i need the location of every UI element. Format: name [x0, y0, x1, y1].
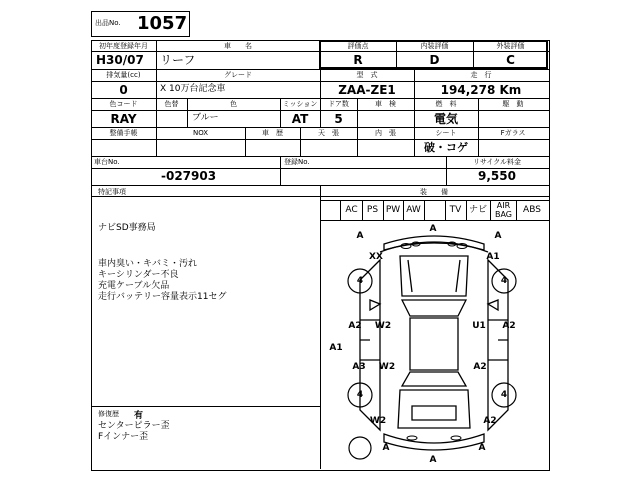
rule	[91, 139, 549, 140]
label-windshield: Fガラス	[500, 129, 526, 137]
model-code: ZAA-ZE1	[338, 83, 396, 97]
label-exterior: 外装評価	[496, 42, 525, 50]
label-chassis: 車台No.	[94, 158, 120, 166]
equip-ac: AC	[345, 205, 358, 215]
label-reg-date: 初年度登録年月	[99, 42, 148, 50]
transmission: AT	[291, 112, 309, 126]
note-line: 車内臭い・キバミ・汚れ	[98, 259, 198, 269]
fuel: 電気	[433, 112, 458, 126]
label-displacement: 排気量(cc)	[106, 71, 141, 79]
damage-mark: A	[478, 443, 486, 453]
equip-airbag: AIR BAG	[494, 201, 513, 219]
rule	[91, 127, 549, 128]
label-drive: 駆 動	[502, 100, 524, 108]
lot-box	[91, 11, 190, 37]
label-grade: グレード	[224, 71, 252, 79]
damage-mark: A2	[473, 362, 487, 372]
equipment-title: 装 備	[420, 188, 448, 196]
damage-mark: A3	[352, 362, 366, 372]
equip-pw: PW	[385, 205, 401, 215]
label-color-code: 色コード	[109, 100, 138, 108]
label-color-change: 色替	[164, 100, 179, 108]
car-name: リーフ	[160, 53, 196, 67]
label-nox: NOX	[192, 129, 209, 137]
damage-mark: A1	[329, 343, 343, 353]
label-transmission: ミッション	[282, 100, 318, 108]
special-notes-title: 特記事項	[98, 188, 126, 196]
damage-mark: W2	[374, 321, 392, 331]
damage-mark: A1	[486, 252, 500, 262]
damage-mark: A2	[502, 321, 516, 331]
rear-lamp	[451, 436, 461, 440]
exterior-grade: C	[506, 53, 515, 67]
damage-mark: A2	[348, 321, 362, 331]
damage-mark: 4	[500, 390, 508, 400]
roof	[410, 318, 458, 370]
equip-ps: PS	[366, 205, 379, 215]
damage-mark: A	[494, 231, 502, 241]
rule	[91, 156, 549, 157]
color-name: ブルー	[192, 113, 219, 123]
damage-mark: XX	[369, 252, 383, 262]
label-headliner: 天 張	[318, 129, 339, 137]
windshield	[402, 300, 466, 316]
repair-value: 有	[134, 411, 144, 421]
repair-line: Fインナー歪	[98, 432, 149, 442]
label-score: 評価点	[347, 42, 369, 50]
car-diagram	[320, 220, 548, 469]
label-seat: シート	[435, 129, 457, 137]
damage-mark: A	[382, 443, 390, 453]
label-model: 型 式	[356, 71, 378, 79]
repair-label: 修復歴	[98, 410, 119, 418]
label-history: 車 歴	[262, 129, 283, 137]
equip-aw: AW	[406, 205, 421, 215]
label-recycle: リサイクル料金	[472, 158, 522, 166]
rear-glass	[402, 372, 466, 386]
mileage: 194,278 Km	[440, 83, 522, 97]
damage-mark: 4	[500, 276, 508, 286]
recycle-fee: 9,550	[478, 169, 516, 183]
damage-mark: W2	[378, 362, 396, 372]
label-service-book: 整備手帳	[109, 129, 138, 137]
label-interior-panel: 内 張	[375, 129, 396, 137]
label-registration: 登録No.	[284, 158, 310, 166]
rule	[91, 406, 320, 407]
note-line: 走行バッテリー容量表示11セグ	[98, 292, 227, 302]
note-line: キーシリンダー不良	[98, 270, 179, 280]
equip-navi: ナビ	[468, 205, 487, 215]
damage-mark: W2	[369, 416, 387, 426]
label-inspection: 車 検	[375, 100, 396, 108]
interior-grade: D	[429, 53, 440, 67]
equip-tv: TV	[449, 205, 462, 215]
color-code: RAY	[110, 112, 137, 126]
tailgate	[398, 390, 470, 428]
front-bumper	[384, 236, 484, 250]
label-doors: ドア数	[328, 100, 349, 108]
rear-lamp	[407, 436, 417, 440]
damage-mark: U1	[472, 321, 486, 331]
rule	[280, 156, 281, 185]
doors: 5	[334, 112, 343, 126]
damage-mark: A2	[483, 416, 497, 426]
damage-mark: A	[356, 231, 364, 241]
label-color: 色	[230, 100, 237, 108]
note-line: 充電ケーブル欠品	[98, 281, 170, 291]
label-interior: 内装評価	[420, 42, 449, 50]
lot-label: 出品No.	[95, 19, 121, 27]
rear-bumper	[384, 434, 484, 450]
repair-line: センターピラー歪	[98, 421, 170, 431]
label-mileage: 走 行	[470, 71, 492, 79]
equip-abs: ABS	[523, 205, 541, 215]
rule	[424, 200, 425, 220]
chassis-no: -027903	[161, 169, 217, 183]
reg-date: H30/07	[96, 53, 144, 67]
left-mirror	[370, 300, 380, 310]
wheel-spare	[349, 437, 371, 459]
label-fuel: 燃 料	[435, 100, 457, 108]
damage-mark: A	[429, 224, 437, 234]
damage-mark: 4	[356, 276, 364, 286]
right-mirror	[488, 300, 498, 310]
label-car-name: 車 名	[224, 42, 252, 50]
hood-crease	[408, 260, 460, 292]
damage-mark: 4	[356, 390, 364, 400]
seat-condition: 破・コゲ	[424, 141, 468, 154]
tailgate-window	[412, 406, 456, 420]
damage-mark: A	[429, 455, 437, 465]
displacement: 0	[119, 83, 128, 97]
score: R	[353, 53, 363, 67]
grade: X 10万台記念車	[160, 84, 226, 94]
note-line: ナビSD事務局	[98, 223, 156, 233]
lot-number: 1057	[137, 13, 188, 34]
